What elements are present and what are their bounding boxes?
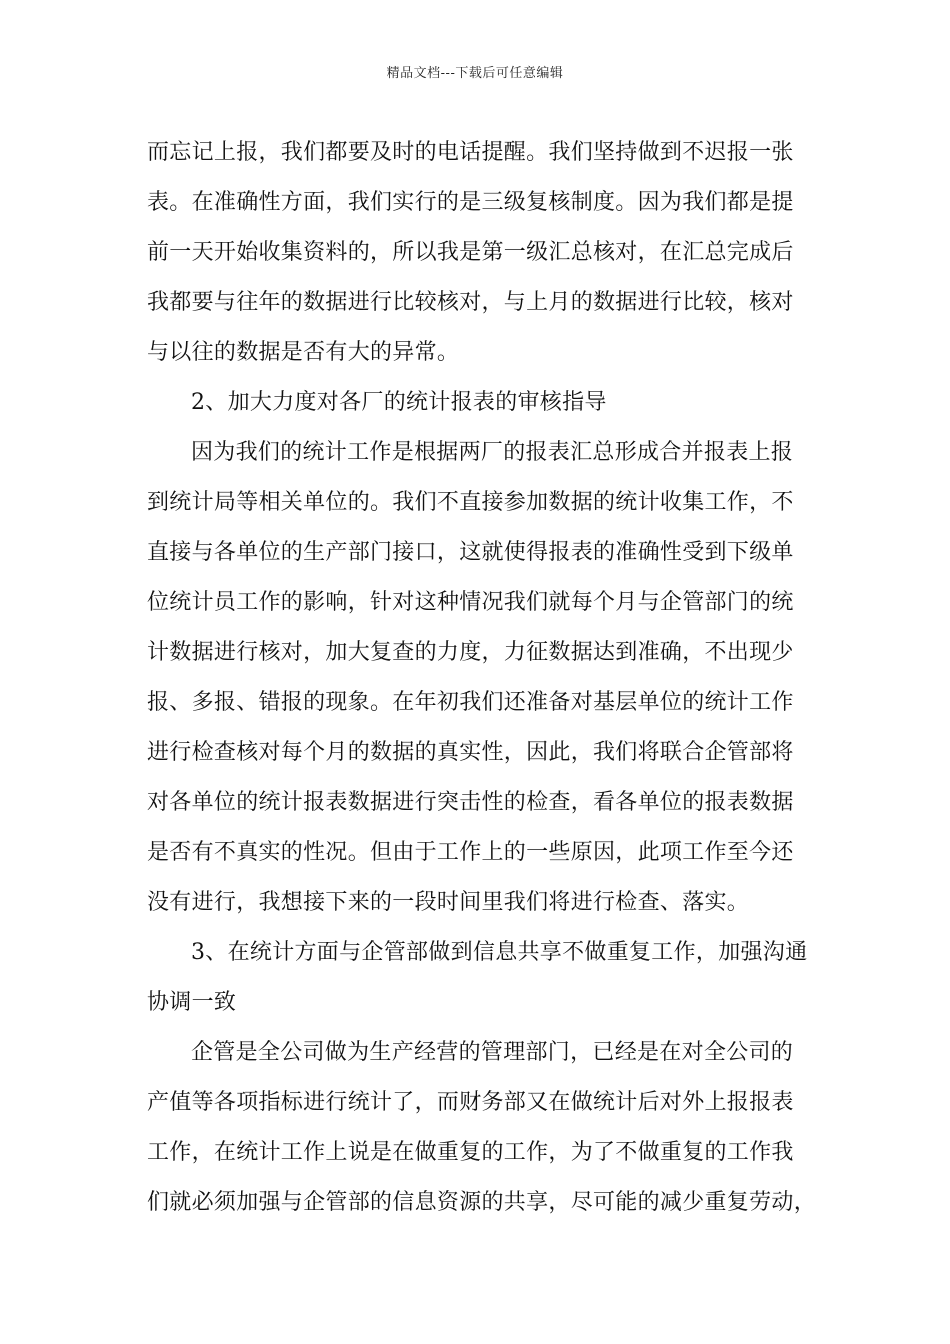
section-heading-3: 3、在统计方面与企管部做到信息共享不做重复工作，加强沟通 (191, 940, 808, 965)
paragraph-start: 企管是全公司做为生产经营的管理部门，已经是在对全公司的 (191, 1040, 794, 1065)
text-line: 与以往的数据是否有大的异常。 (147, 340, 460, 365)
text-line: 表。在准确性方面，我们实行的是三级复核制度。因为我们都是提 (147, 190, 794, 215)
text-line: 到统计局等相关单位的。我们不直接参加数据的统计收集工作，不 (147, 490, 794, 515)
page-header: 精品文档---下载后可任意编辑 (386, 66, 564, 81)
text-line: 计数据进行核对，加大复查的力度，力征数据达到准确，不出现少 (147, 640, 794, 665)
text-line: 产值等各项指标进行统计了，而财务部又在做统计后对外上报报表 (147, 1090, 794, 1115)
text-line: 进行检查核对每个月的数据的真实性，因此，我们将联合企管部将 (147, 740, 794, 765)
text-line: 我都要与往年的数据进行比较核对，与上月的数据进行比较，核对 (147, 290, 794, 315)
text-line: 报、多报、错报的现象。在年初我们还准备对基层单位的统计工作 (147, 690, 794, 715)
text-line: 位统计员工作的影响，针对这种情况我们就每个月与企管部门的统 (147, 590, 794, 615)
text-line: 前一天开始收集资料的，所以我是第一级汇总核对，在汇总完成后 (147, 240, 794, 265)
paragraph-start: 因为我们的统计工作是根据两厂的报表汇总形成合并报表上报 (191, 440, 794, 465)
text-line: 工作，在统计工作上说是在做重复的工作，为了不做重复的工作我 (147, 1140, 794, 1165)
text-line: 对各单位的统计报表数据进行突击性的检查，看各单位的报表数据 (147, 790, 794, 815)
text-line: 直接与各单位的生产部门接口，这就使得报表的准确性受到下级单 (147, 540, 794, 565)
text-line: 而忘记上报，我们都要及时的电话提醒。我们坚持做到不迟报一张 (147, 140, 794, 165)
document-body (147, 128, 827, 1228)
text-line: 没有进行，我想接下来的一段时间里我们将进行检查、落实。 (147, 890, 750, 915)
section-heading-2: 2、加大力度对各厂的统计报表的审核指导 (191, 390, 607, 415)
text-line: 们就必须加强与企管部的信息资源的共享，尽可能的减少重复劳动， (147, 1190, 817, 1215)
text-line: 是否有不真实的性况。但由于工作上的一些原因，此项工作至今还 (147, 840, 794, 865)
section-heading-3-continued: 协调一致 (147, 990, 237, 1015)
